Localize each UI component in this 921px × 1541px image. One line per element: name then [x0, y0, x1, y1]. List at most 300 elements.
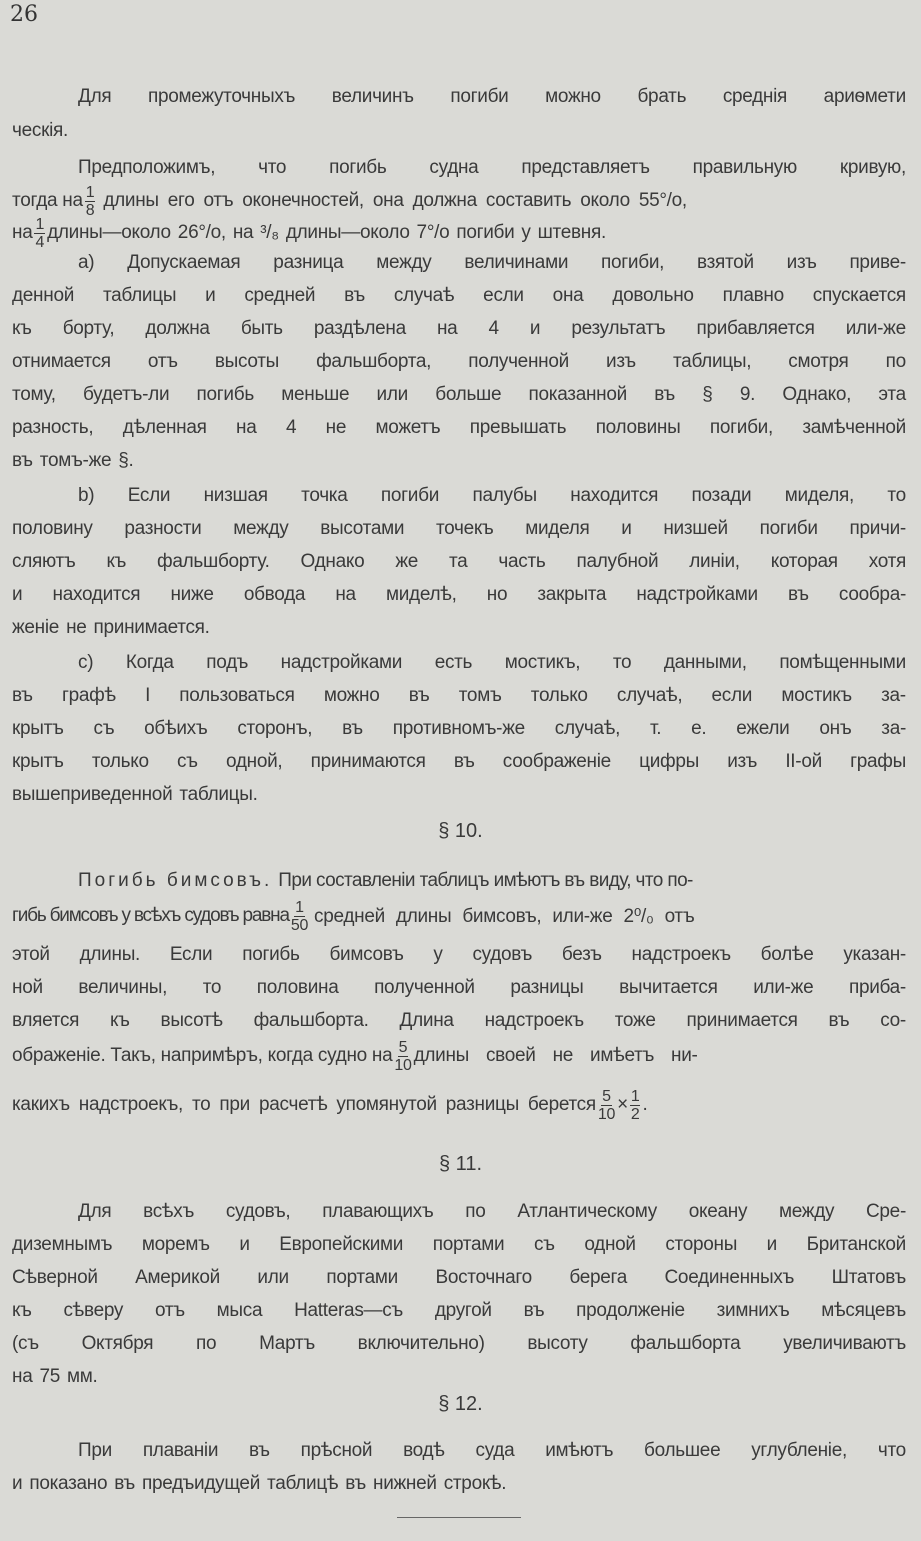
- word: т.: [650, 718, 662, 739]
- word: случаѣ,: [554, 718, 621, 739]
- word: съ: [93, 718, 115, 739]
- word: водѣ: [403, 1440, 445, 1461]
- word: не: [66, 617, 87, 638]
- word: одной,: [225, 751, 283, 772]
- text-line: [12, 1333, 906, 1355]
- text-fragment: длины его отъ оконечностей, она должна составить около 55°/o,: [103, 190, 687, 211]
- word: величины,: [78, 977, 168, 998]
- word: средней: [244, 285, 316, 306]
- word: приве-: [849, 252, 906, 273]
- word: въ: [344, 285, 365, 306]
- word: находится: [570, 485, 659, 506]
- word: мѣсяцевъ: [821, 1300, 906, 1321]
- fraction-one-half: [630, 1088, 641, 1123]
- word: Октября: [81, 1333, 154, 1354]
- word: величинами: [464, 252, 569, 273]
- word: Мартъ: [259, 1333, 315, 1354]
- word: или-же: [753, 977, 814, 998]
- word: фальшборта.: [253, 1010, 369, 1031]
- word: если: [711, 685, 753, 706]
- word: кривую,: [839, 157, 906, 178]
- word: отъ: [154, 1300, 185, 1321]
- word: за-: [881, 718, 906, 739]
- text-line: [12, 1366, 906, 1388]
- word: не: [325, 417, 347, 438]
- fraction-denominator: 50: [290, 916, 309, 934]
- word: разности: [124, 518, 202, 539]
- fraction-one-quarter: [34, 216, 45, 251]
- text-line: [78, 870, 906, 892]
- word: полученной: [468, 351, 569, 372]
- word: соображеніе: [502, 751, 611, 772]
- word: половина: [256, 977, 339, 998]
- word: величинъ: [331, 86, 414, 107]
- text-line: [12, 1300, 906, 1322]
- word: причи-: [849, 518, 906, 539]
- text-line: [78, 1201, 906, 1223]
- word: сляютъ: [12, 551, 76, 572]
- word: погибь: [242, 944, 300, 965]
- text-fragment: гибь бимсовъ у всѣхъ судовъ равна: [12, 905, 289, 926]
- text-line: [12, 518, 906, 540]
- word: замѣченной: [802, 417, 906, 438]
- text-fragment: длины своей не имѣетъ ни-: [413, 1045, 698, 1066]
- word: разница: [273, 252, 344, 273]
- text-line-with-fractions: [12, 1082, 906, 1128]
- text-line: [12, 584, 906, 606]
- word: брать: [637, 86, 687, 107]
- word: взятой: [697, 252, 754, 273]
- word: превышать: [469, 417, 567, 438]
- word: на: [335, 584, 356, 605]
- word: женіе: [12, 617, 60, 638]
- word: среднія: [722, 86, 788, 107]
- word: фальшборту.: [157, 551, 270, 572]
- fraction-five-tenths: [394, 1039, 411, 1074]
- word: что: [877, 1440, 906, 1461]
- word: отъ: [147, 351, 178, 372]
- word: часть: [498, 551, 546, 572]
- word: прѣсной: [300, 1440, 373, 1461]
- fraction-numerator: 5: [602, 1087, 611, 1105]
- word: берега: [569, 1267, 628, 1288]
- word: вляется: [12, 1010, 80, 1031]
- word: и: [766, 1234, 777, 1255]
- section-heading-10: § 10.: [438, 820, 483, 842]
- word: увеличиваютъ: [783, 1333, 906, 1354]
- text-fragment: длины—около 26°/o, на ³/₈ длины—около 7°/o погиби у штевня.: [47, 222, 606, 243]
- word: погиби: [380, 485, 440, 506]
- word: низшей: [663, 518, 728, 539]
- word: углубленіе,: [751, 1440, 847, 1461]
- word: продолженіе: [576, 1300, 685, 1321]
- word: ческія.: [12, 120, 68, 141]
- word: по: [196, 1333, 217, 1354]
- word: на: [436, 318, 458, 339]
- text-line: [12, 1010, 906, 1032]
- word: Длина: [399, 1010, 454, 1031]
- word: цифры: [639, 751, 699, 772]
- word: принимается: [686, 1010, 798, 1031]
- word: а): [78, 252, 95, 273]
- word: предъидущей: [141, 1473, 261, 1494]
- word: въ: [453, 751, 475, 772]
- word: погиби,: [601, 252, 665, 273]
- word: та: [448, 551, 468, 572]
- text-fragment: на: [12, 222, 33, 243]
- word: съ: [176, 751, 198, 772]
- word: изъ: [727, 751, 758, 772]
- word: палубной: [576, 551, 659, 572]
- word: 4: [488, 318, 499, 339]
- text-line: [12, 1473, 906, 1495]
- word: въ: [114, 1473, 135, 1494]
- text-line-with-fraction: [12, 212, 906, 254]
- word: 9.: [739, 384, 756, 405]
- word: графы: [850, 751, 906, 772]
- word: то: [887, 485, 906, 506]
- text-line: [12, 751, 906, 773]
- word: стороны: [665, 1234, 738, 1255]
- word: или-же: [845, 318, 906, 339]
- word: которая: [770, 551, 838, 572]
- text-line: [12, 285, 906, 307]
- word: океану: [688, 1201, 748, 1222]
- text-line: [12, 1267, 906, 1289]
- word: высоты: [214, 351, 279, 372]
- word: сообра-: [838, 584, 906, 605]
- word: у: [433, 944, 443, 965]
- word: между: [233, 518, 289, 539]
- word: можно: [545, 86, 601, 107]
- word: надстройками: [280, 652, 403, 673]
- word: фальшборта: [630, 1333, 741, 1354]
- fraction-one-fiftieth: [291, 899, 308, 934]
- text-line-with-fraction: [12, 1033, 906, 1079]
- text-line: [78, 157, 906, 179]
- word: правильную: [692, 157, 797, 178]
- word: надстроекъ: [484, 1010, 584, 1031]
- word: крытъ: [12, 751, 64, 772]
- page-number: 26: [10, 2, 38, 27]
- word: b): [78, 485, 95, 506]
- word: Если: [169, 944, 213, 965]
- word: изъ: [786, 252, 817, 273]
- word: Если: [127, 485, 171, 506]
- fraction-numerator: 1: [630, 1087, 640, 1105]
- fraction-denominator: 4: [35, 233, 45, 251]
- word: ниже: [170, 584, 214, 605]
- text-line: [12, 784, 906, 806]
- word: съ: [533, 1234, 555, 1255]
- word: что: [258, 157, 287, 178]
- word: если: [483, 285, 524, 306]
- word: (съ: [12, 1333, 39, 1354]
- word: меньше: [281, 384, 350, 405]
- word: можно: [323, 685, 380, 706]
- word: Для: [78, 86, 112, 107]
- fraction-denominator: 8: [85, 201, 95, 219]
- word: между: [778, 1201, 835, 1222]
- text-line-with-fraction: [12, 893, 906, 939]
- word: въ: [787, 584, 809, 605]
- word: на: [236, 417, 257, 438]
- word: Сѣверной: [12, 1267, 98, 1288]
- word: будетъ-ли: [83, 384, 170, 405]
- word: портами: [326, 1267, 398, 1288]
- word: позади: [691, 485, 752, 506]
- word: результатъ: [571, 318, 666, 339]
- word: Когда: [125, 652, 174, 673]
- word: судна: [429, 157, 479, 178]
- word: то: [612, 652, 632, 673]
- word: показанной: [528, 384, 627, 405]
- word: таблицы,: [672, 351, 752, 372]
- fraction-numerator: 1: [85, 183, 95, 201]
- word: мостикъ: [781, 685, 852, 706]
- word: Америкой: [135, 1267, 220, 1288]
- word: ной: [12, 977, 43, 998]
- word: При: [78, 1440, 112, 1461]
- word: можетъ: [375, 417, 441, 438]
- word: миделя,: [784, 485, 854, 506]
- word: принимается.: [93, 617, 210, 638]
- word: точка: [301, 485, 348, 506]
- text-line: [12, 551, 906, 573]
- word: таблицѣ: [267, 1473, 339, 1494]
- word: по: [465, 1201, 486, 1222]
- word: ариѳмети: [823, 86, 906, 107]
- word: всѣхъ: [143, 1201, 195, 1222]
- word: промежуточныхъ: [147, 86, 296, 107]
- word: но: [486, 584, 508, 605]
- text-fragment: При составленіи таблицъ имѣютъ въ виду, что по-: [278, 870, 693, 891]
- word: въ: [408, 685, 430, 706]
- word: портами: [432, 1234, 505, 1255]
- word: прибавляется: [696, 318, 815, 339]
- word: болѣе: [760, 944, 814, 965]
- word: въ: [828, 1010, 850, 1031]
- text-line: [12, 318, 906, 340]
- word: онъ: [819, 718, 852, 739]
- word: Британской: [806, 1234, 906, 1255]
- text-fragment: средней длины бимсовъ, или-же 2⁰/₀ отъ: [314, 905, 695, 927]
- word: закрыта: [537, 584, 607, 605]
- word: случаѣ: [393, 285, 455, 306]
- word: другой: [434, 1300, 492, 1321]
- word: погиби: [759, 518, 818, 539]
- word: въ: [249, 1440, 270, 1461]
- fraction-five-tenths: [598, 1088, 615, 1123]
- word: 4: [285, 417, 297, 438]
- word: и: [529, 318, 541, 339]
- closing-rule-divider: [397, 1517, 521, 1518]
- text-line: [78, 252, 906, 274]
- word: низшая: [203, 485, 268, 506]
- word: погибь: [329, 157, 387, 178]
- text-fragment: какихъ надстроекъ, то при расчетѣ упомянутой разницы берется: [12, 1094, 596, 1115]
- text-line: [12, 617, 906, 639]
- word: представляетъ: [521, 157, 650, 178]
- word: и: [205, 285, 216, 306]
- word: половины: [595, 417, 681, 438]
- word: въ: [342, 718, 363, 739]
- word: миделя: [525, 518, 590, 539]
- word: пользоваться: [179, 685, 295, 706]
- word: ежели: [736, 718, 790, 739]
- word: находится: [52, 584, 141, 605]
- word: и: [12, 1473, 23, 1494]
- word: и: [621, 518, 632, 539]
- word: обвода: [243, 584, 306, 605]
- word: къ: [12, 1300, 32, 1321]
- word: эта: [878, 384, 906, 405]
- text-line: [78, 1440, 906, 1462]
- word: суда: [475, 1440, 515, 1461]
- word: строкѣ.: [443, 1473, 507, 1494]
- word: борту,: [62, 318, 115, 339]
- word: же: [395, 551, 418, 572]
- word: вычитается: [619, 977, 718, 998]
- word: къ: [110, 1010, 130, 1031]
- fraction-denominator: 2: [630, 1105, 640, 1123]
- word: бимсовъ: [329, 944, 404, 965]
- word: судовъ: [472, 944, 533, 965]
- word: томъ: [458, 685, 502, 706]
- word: раздѣлена: [313, 318, 406, 339]
- text-line: [12, 120, 906, 142]
- text-fragment: тогда на: [12, 190, 83, 211]
- word: въ: [345, 1473, 366, 1494]
- text-line: [12, 944, 906, 966]
- word: §.: [118, 450, 134, 471]
- word: погиби: [450, 86, 509, 107]
- word: быть: [240, 318, 283, 339]
- word: Однако: [300, 551, 365, 572]
- word: моремъ: [141, 1234, 210, 1255]
- word: есть: [434, 652, 473, 673]
- word: надстроекъ: [631, 944, 731, 965]
- word: со-: [880, 1010, 906, 1031]
- word: вышеприведенной: [12, 784, 173, 805]
- section-heading-12: § 12.: [438, 1393, 483, 1415]
- word: Допускаемая: [127, 252, 241, 273]
- word: включительно): [357, 1333, 485, 1354]
- text-line: [12, 450, 906, 472]
- word: плавающихъ: [322, 1201, 434, 1222]
- word: I: [145, 685, 151, 706]
- word: е.: [691, 718, 707, 739]
- word: точекъ: [435, 518, 494, 539]
- word: только: [91, 751, 149, 772]
- text-fragment: ображеніе. Такъ, напримѣръ, когда судно на: [12, 1045, 393, 1066]
- text-line: [12, 977, 906, 999]
- word: этой: [12, 944, 50, 965]
- text-line: [12, 384, 906, 406]
- word: данными,: [663, 652, 747, 673]
- word: случаѣ,: [616, 685, 683, 706]
- word: таблицы.: [179, 784, 258, 805]
- word: больше: [435, 384, 502, 405]
- period: .: [642, 1094, 648, 1115]
- word: диземнымъ: [12, 1234, 113, 1255]
- word: спускается: [812, 285, 906, 306]
- word: II-ой: [785, 751, 822, 772]
- section-heading-11: § 11.: [439, 1153, 482, 1175]
- word: §: [702, 384, 713, 405]
- word: миделѣ,: [385, 584, 457, 605]
- word: плаваніи: [142, 1440, 219, 1461]
- word: Европейскими: [279, 1234, 404, 1255]
- word: денной: [12, 285, 75, 306]
- word: крытъ: [12, 718, 64, 739]
- text-line: [12, 685, 906, 707]
- word: сторонъ,: [237, 718, 313, 739]
- word: Восточнаго: [435, 1267, 532, 1288]
- word: погиби,: [709, 417, 773, 438]
- word: фальшборта,: [316, 351, 432, 372]
- section-title-spaced: Погибь бимсовъ.: [78, 870, 273, 891]
- word: Для: [78, 1201, 112, 1222]
- text-line: [12, 351, 906, 373]
- word: приба-: [848, 977, 906, 998]
- word: 75: [39, 1366, 61, 1387]
- word: или: [257, 1267, 289, 1288]
- word: Атлантическому: [517, 1201, 657, 1222]
- word: мыса: [216, 1300, 263, 1321]
- word: и: [239, 1234, 250, 1255]
- word: въ: [12, 685, 33, 706]
- word: надстройками: [636, 584, 758, 605]
- word: Соединенныхъ: [664, 1267, 795, 1288]
- word: судовъ,: [225, 1201, 291, 1222]
- word: высоту: [527, 1333, 588, 1354]
- word: безъ: [561, 944, 602, 965]
- word: Штатовъ: [831, 1267, 906, 1288]
- word: къ: [106, 551, 127, 572]
- word: большее: [644, 1440, 721, 1461]
- word: отнимается: [12, 351, 111, 372]
- word: Однако,: [782, 384, 852, 405]
- word: сѣверу: [63, 1300, 124, 1321]
- word: мостикъ,: [504, 652, 581, 673]
- word: погибь: [196, 384, 254, 405]
- word: палубы: [472, 485, 537, 506]
- word: с): [78, 652, 94, 673]
- word: таблицы: [102, 285, 177, 306]
- word: зимнихъ: [716, 1300, 790, 1321]
- fraction-numerator: 1: [35, 215, 45, 233]
- text-line: [12, 1234, 906, 1256]
- multiply-sign: ×: [617, 1094, 628, 1115]
- text-line: [78, 86, 906, 108]
- text-line: [78, 652, 906, 674]
- word: то: [202, 977, 222, 998]
- word: линіи,: [689, 551, 740, 572]
- word: изъ: [606, 351, 636, 372]
- word: хотя: [868, 551, 906, 572]
- word: Hatteras—съ: [294, 1300, 403, 1321]
- text-line: [78, 485, 906, 507]
- word: полученной: [374, 977, 475, 998]
- word: принимаются: [310, 751, 426, 772]
- word: Сре-: [865, 1201, 906, 1222]
- text-line: [12, 718, 906, 740]
- word: высотами: [320, 518, 405, 539]
- word: мм.: [67, 1366, 98, 1387]
- word: она: [552, 285, 584, 306]
- word: помѣщенными: [779, 652, 906, 673]
